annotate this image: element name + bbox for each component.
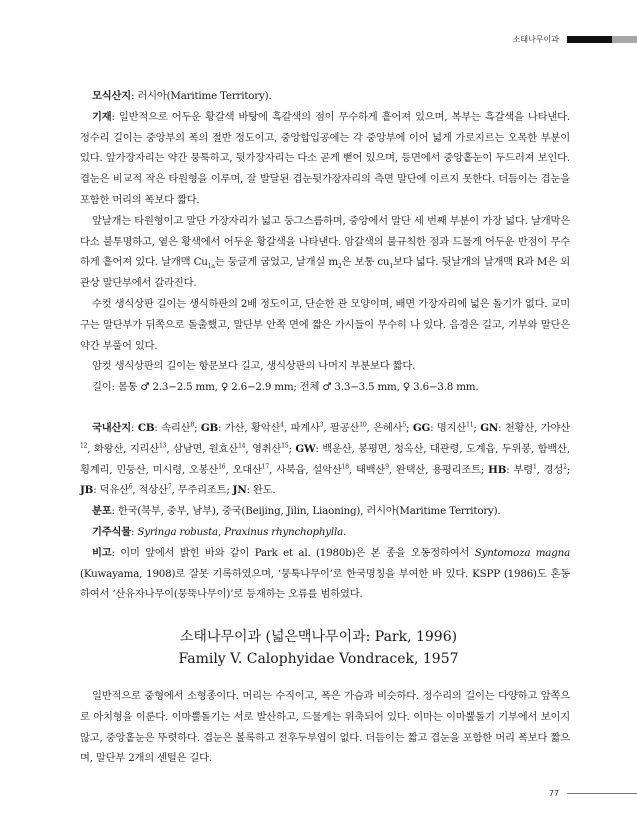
locality-site: 적상산 (138, 484, 168, 497)
locality-ref: 12 (80, 442, 88, 450)
body-length: 길이: 몸통 ♂ 2.3−2.5 mm, ♀ 2.6−2.9 mm; 전체 ♂ 3.3−3.5 mm, ♀ 3.6−3.8 mm. (92, 381, 479, 394)
running-head-label: 소태나무이과 (512, 34, 559, 44)
locality-site: 명지산 (436, 421, 467, 434)
locality-site: 파계사 (290, 421, 320, 434)
locality-site: 은혜사 (373, 421, 403, 434)
region-code: GG (412, 421, 431, 434)
locality-site: 태백산 (355, 463, 386, 476)
locality-site: 삼남면 (172, 442, 203, 455)
family-description (80, 686, 570, 769)
locality-site: 사북읍 (276, 463, 306, 476)
locality-site: 횡계리 (80, 463, 110, 476)
species-section (80, 86, 570, 605)
type-locality-label: 모식산지 (92, 90, 131, 102)
locality-site: 대관령 (429, 442, 460, 455)
type-locality (80, 86, 570, 107)
domestic-localities-label: 국내산지 (92, 421, 131, 434)
region-code: GW (295, 442, 316, 455)
distribution: 분포: 한국(북부, 중부, 남부), 중국(Beijing, Jilin, Liaoning), 러시아(Maritime Territory). (92, 505, 501, 518)
locality-site: 오대산 (232, 463, 262, 476)
locality-ref: 10 (359, 421, 367, 429)
locality-ref: 9 (385, 463, 389, 471)
locality-site: 완택산 (395, 463, 426, 476)
locality-site: 팔공산 (330, 421, 360, 434)
locality-site: 부령 (513, 463, 533, 476)
locality-site: 속리산 (161, 421, 191, 434)
running-head-bar-black (567, 36, 612, 43)
locality-site: 백운산 (322, 442, 352, 455)
locality-ref: 13 (159, 442, 167, 450)
description-p1: 기재: 일반적으로 어두운 황갈색 바탕에 흑갈색의 점이 무수하게 흩어져 있으며, 복부는 흑갈색을 나타낸다. 정수리 길이는 중앙부의 폭의 절반 정도이고, 중앙합입공에는 각 중앙부에 이어 넓게 가로지르는 오목한 부분이 있다. 앞가장자리는 약간 뭉툭하고, 뒷가장자리는 다소 곧게 뻗어 있으며, 등면에서 중앙홑눈이 두드러져 보인다. 겹눈은 비교적 작은 타원형을 이루며, 잘 발달된 겹눈뒷가장자리의 측면 말단에 이르지 못한다. 더듬이는 겹눈을 포함한 머리의 폭보다 짧다. (80, 110, 570, 206)
page-number: 77 (548, 789, 559, 798)
host-plants: 기주식물: Syringa robusta, Praxinus rhynchophylla. (92, 525, 347, 538)
footer-rule (567, 793, 637, 794)
family-heading-ko: 소태나무이과 (넓은맥나무이과: Park, 1996) (179, 629, 458, 645)
family-heading-en: Family V. Calophyidae Vondracek, 1957 (178, 651, 459, 667)
locality-site: 함백산 (537, 442, 567, 455)
locality-site: 영취산 (252, 442, 282, 455)
distribution-label: 분포 (92, 505, 112, 518)
locality-ref: 16 (218, 463, 226, 471)
family-description-text: 일반적으로 중형에서 소형종이다. 머리는 수직이고, 폭은 가슴과 비슷하다. 정수리의 길이는 다양하고 앞쪽으로 아치형을 이룬다. 이마뿔돌기는 서로 발산하고, 드물게는 위축되어 있다. 이마는 이마뿔돌기 기부에서 보이지 않고, 중앙홑눈은 뚜렷하다. 겹눈은 볼록하고 전후두부엽이 없다. 더듬이는 짧고 겹눈을 포함한 머리 폭보다 짧으며, 말단부 2개의 센털은 길다. (80, 690, 570, 765)
description-p4: 암컷 생식상판의 길이는 항문보다 길고, 생식상판의 나머지 부분보다 짧다. (92, 360, 416, 373)
locality-site: 오봉산 (188, 463, 219, 476)
locality-site: 완도 (252, 484, 273, 497)
running-head (513, 34, 637, 44)
type-locality-text: : 러시아(Maritime Territory). (131, 90, 272, 102)
locality-ref: 7 (167, 483, 172, 491)
description-p2: 앞날개는 타원형이고 말단 가장자리가 넓고 둥그스름하며, 중앙에서 말단 세 번째 부분이 가장 넓다. 날개막은 다소 불투명하고, 옅은 황색에서 어두운 황갈색을 나타낸다. 암갈색의 불규칙한 점과 드물게 어두운 반점이 무수하게 흩어져 있다. 날개맥 $Cu_{1a}$는 둥글게 굽었고, 날개실 $m_2$은 보통 $cu_1$보다 넓다. 뒷날개의 날개맥 R과 M은 외관상 말단부에서 갈라진다. (80, 214, 570, 290)
region-code: GB (200, 421, 219, 434)
locality-site: 화왕산 (93, 442, 124, 455)
running-head-bar-grey (612, 36, 637, 43)
description-p3: 수컷 생식상판 길이는 생식하판의 2배 정도이고, 단순한 관 모양이며, 배면 가장자리에 넓은 돌기가 없다. 교미구는 말단부가 뒤쪽으로 돌출했고, 말단부 안쪽 면에 짧은 가시들이 무수히 나 있다. 음경은 길고, 기부와 말단은 약간 부풀어 있다. (80, 297, 570, 352)
region-code: GN (480, 421, 499, 434)
host-plant-1: Syringa robusta (137, 525, 218, 538)
locality-ref: 3 (319, 421, 324, 429)
locality-ref: 15 (281, 442, 289, 450)
host-plants-label: 기주식물 (92, 525, 131, 538)
locality-site: 원효산 (208, 442, 239, 455)
locality-site: 미시령 (152, 463, 182, 476)
locality-site: 가산 (224, 421, 245, 434)
domestic-localities (80, 418, 570, 501)
region-code: HB (488, 463, 507, 476)
locality-ref: 14 (238, 442, 246, 450)
remarks-label: 비고 (92, 546, 112, 559)
remarks-species: Syntomoza magna (474, 546, 571, 559)
locality-ref: 18 (341, 463, 349, 471)
locality-site: 경성 (543, 463, 564, 476)
locality-site: 무주리조트 (177, 484, 227, 497)
locality-ref: 8 (190, 421, 195, 429)
region-code: CB (137, 421, 155, 434)
description-label: 기재 (92, 110, 112, 123)
locality-ref: 5 (402, 421, 407, 429)
family-heading (0, 626, 637, 670)
locality-ref: 4 (280, 421, 284, 429)
locality-site: 설악산 (312, 463, 342, 476)
section-gap (80, 398, 570, 418)
remarks: 비고: 이미 앞에서 밝힌 바와 같이 Park et al. (1980b)은 본 종을 오동정하여서 Syntomoza magna (Kuwayama, 1908)로 잘못 기록하였으며, ‘뭉툭나무이’로 한국명칭을 부여한 바 있다. KSPP (1986)도 혼동하여서 ‘산유자나무이(뭉뚝나무이)’로 등재하는 오류를 범하였다. (80, 546, 571, 601)
locality-site: 용평리조트 (432, 463, 481, 476)
locality-site: 청옥산 (394, 442, 424, 455)
region-code: JN (232, 484, 247, 497)
locality-ref: 2 (563, 463, 567, 471)
locality-ref: 6 (128, 483, 133, 491)
locality-site: 봉평면 (358, 442, 388, 455)
locality-site: 민둥산 (116, 463, 146, 476)
locality-ref: 17 (261, 463, 269, 471)
locality-ref: 1 (532, 463, 537, 471)
locality-site: 황악산 (251, 421, 281, 434)
locality-site: 가야산 (540, 421, 571, 434)
locality-site: 두위봉 (501, 442, 531, 455)
region-code: JB (80, 484, 94, 497)
host-plant-2: Praxinus rhynchophylla (224, 525, 344, 538)
locality-site: 도계읍 (465, 442, 496, 455)
domestic-localities-list: : CB: 속리산$^8$; GB: 가산, 황악산$^4$, 파계사$^3$, 팔공산$^{10}$, 은혜사$^5$; GG: 명지산$^{11}$; GN: 천황산, 가야산$^{12}$, 화왕산, 지리산$^{13}$, 삼남면, 원효산$^{14}$, 영취산$^{15}$; GW: 백운산, 봉평면, 청옥산, 대관령, 도계읍, 두위봉, 함백산, 횡계리, 민둥산, 미시령, 오봉산$^{16}$, 오대산$^{17}$, 사북읍, 설악산$^{18}$, 태백산$^9$, 완택산, 용평리조트; HB: 부령$^1$, 경성$^2$; JB: 덕유산$^6$, 적상산$^7$, 무주리조트; JN: 완도. (80, 421, 571, 497)
page-footer (549, 789, 637, 798)
locality-site: 천황산 (504, 421, 535, 434)
locality-site: 덕유산 (99, 484, 129, 497)
locality-site: 지리산 (129, 442, 160, 455)
locality-ref: 11 (466, 421, 474, 429)
